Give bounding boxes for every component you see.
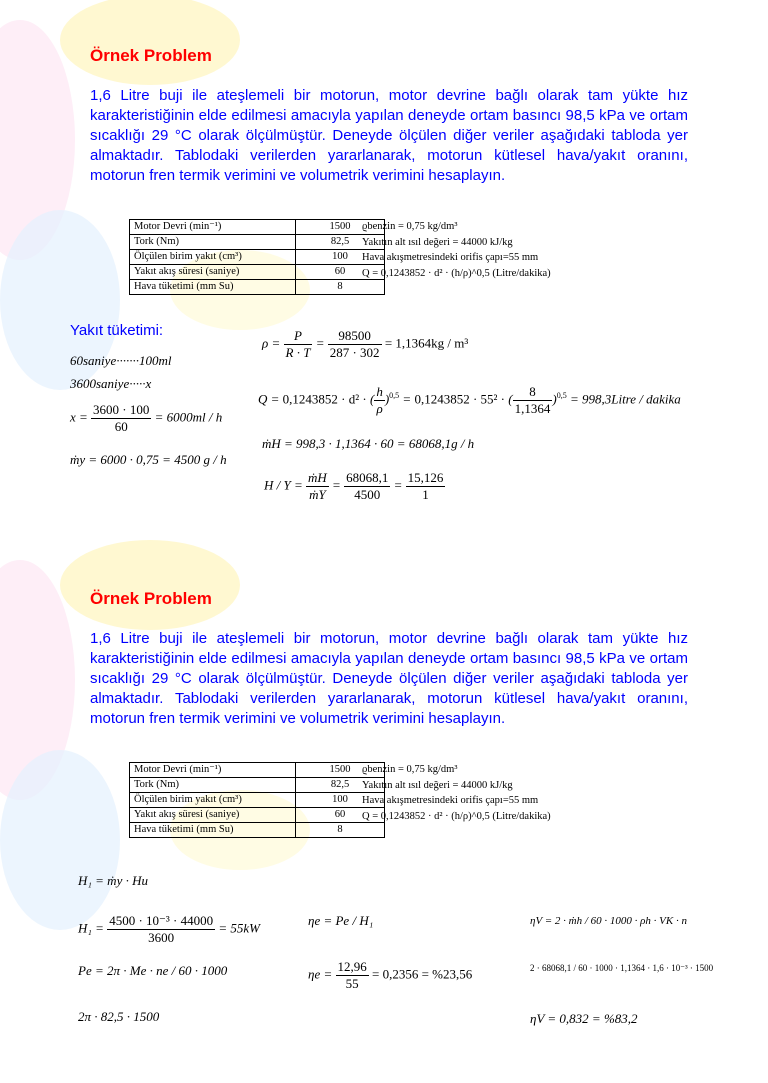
fuel-ratio-line1: 60saniye·······100ml <box>70 353 172 368</box>
measurement-table <box>129 219 385 295</box>
table-row: Yakıt akış süresi (saniye) 60 <box>130 265 385 280</box>
power-definition: Pe = 2π · Me · ne / 60 · 1000 <box>78 963 228 978</box>
table-row: Tork (Nm) 82,5 <box>130 778 385 793</box>
table-row: Hava tüketimi (mm Su) 8 <box>130 280 385 295</box>
given-values <box>362 762 692 824</box>
heat-input-result: = 55kW <box>218 920 260 936</box>
table-row: Motor Devri (min⁻¹) 1500 <box>130 763 385 778</box>
given-values <box>362 219 692 281</box>
air-flow-result: = 998,3Litre / dakika <box>569 391 681 407</box>
flow-formula: Q = 0,1243852 · d² · (h/ρ)^0,5 (Litre/dakika) <box>362 267 551 279</box>
heat-input-definition: H₁ = ṁy · Hu <box>78 873 148 888</box>
orifice-note: Hava akışmetresindeki orifis çapı=55 mm <box>362 795 539 806</box>
problem-title: Örnek Problem <box>90 589 212 608</box>
problem-description: 1,6 Litre buji ile ateşlemeli bir motorun, motor devrine bağlı olarak tam yükte hız karakteristiğinin elde edilmesi amacıyla yapılan deneyde ortam basıncı 98,5 kPa ve ortam sıcaklığı 29 °C olarak ölçülmüştür. Deneyde ölçülen diğer veriler aşağıdaki tabloda yer almaktadır. Tablodaki verilerden yararlanarak, motorun kütlesel hava/yakıt oranını, motorun fren termik verimini ve volumetrik verimini hesaplayın. <box>90 87 688 184</box>
slide-efficiency <box>0 543 768 1083</box>
slide-fuel-consumption <box>0 0 768 540</box>
thermal-efficiency-definition: ηe = Pe / H₁ <box>308 913 374 928</box>
table-row: Ölçülen birim yakıt (cm³) 100 <box>130 793 385 808</box>
air-density-result: = 1,1364kg / m³ <box>384 335 469 351</box>
measurement-table <box>129 762 385 838</box>
table-row: Motor Devri (min⁻¹) 1500 <box>130 220 385 235</box>
table-row: Yakıt akış süresi (saniye) 60 <box>130 808 385 823</box>
orifice-note: Hava akışmetresindeki orifis çapı=55 mm <box>362 252 539 263</box>
air-mass-flow: ṁH = 998,3 · 1,1364 · 60 = 68068,1g / h <box>262 436 475 451</box>
air-fuel-ratio: H / Y = $\frac{\text{ṁH}}{\text{ṁY}}$ = $\frac{68068,1}{4500}$ = $\frac{15,126}{1}$ <box>264 470 444 502</box>
volumetric-efficiency-result: ηV = 0,832 = %83,2 <box>530 1011 638 1026</box>
fuel-density-note: ϱbenzin = 0,75 kg/dm³ <box>362 221 458 232</box>
x-equation: x = $\frac{3600 \cdot 100}{60}$ = 6000ml / h <box>70 402 223 434</box>
air-flow-equation: Q = 0,1243852 · d² · ( $\frac{h}{\rho}$ )$^{0,5}$ = 0,1243852 · 55² · ( $\frac{8}{1,1364}$ )$^{0,5}$ = 998,3Litre / dakika <box>258 384 681 416</box>
thermal-efficiency-equation: ηe = $\frac{12,96}{55}$ = 0,2356 = %23,56 <box>308 959 473 991</box>
heat-input-equation: H₁ = $\frac{\text{4500 · 10⁻³ · 44000}}{3600}$ = 55kW <box>78 913 260 945</box>
fuel-ratio-line2: 3600saniye·····x <box>70 376 152 391</box>
fuel-consumption-heading: Yakıt tüketimi: <box>70 322 164 339</box>
heating-value-note: Yakıtın alt ısıl değeri = 44000 kJ/kg <box>362 779 513 791</box>
fuel-mass-flow: ṁy = 6000 · 0,75 = 4500 g / h <box>70 452 227 467</box>
thermal-efficiency-result: = 0,2356 = %23,56 <box>372 966 473 982</box>
table-row: Ölçülen birim yakıt (cm³) 100 <box>130 250 385 265</box>
flow-formula: Q = 0,1243852 · d² · (h/ρ)^0,5 (Litre/dakika) <box>362 810 551 822</box>
air-density-equation: ρ = $\frac{P}{R \cdot T}$ = $\frac{98500}{287 \cdot 302}$ = 1,1364kg / m³ <box>262 328 469 360</box>
x-result: = 6000ml / h <box>154 409 223 425</box>
problem-description: 1,6 Litre buji ile ateşlemeli bir motorun, motor devrine bağlı olarak tam yükte hız karakteristiğinin elde edilmesi amacıyla yapılan deneyde ortam basıncı 98,5 kPa ve ortam sıcaklığı 29 °C olarak ölçülmüştür. Deneyde ölçülen diğer veriler aşağıdaki tabloda yer almaktadır. Tablodaki verilerden yararlanarak, motorun kütlesel hava/yakıt oranını, motorun fren termik verimini ve volumetrik verimini hesaplayın. <box>90 630 688 727</box>
power-substitution: 2π · 82,5 · 1500 <box>78 1009 160 1024</box>
fuel-density-note: ϱbenzin = 0,75 kg/dm³ <box>362 764 458 775</box>
heating-value-note: Yakıtın alt ısıl değeri = 44000 kJ/kg <box>362 236 513 248</box>
volumetric-efficiency-definition: ηV = 2 · ṁh / 60 · 1000 · ρh · VK · n <box>530 915 687 927</box>
volumetric-efficiency-substitution: 2 · 68068,1 / 60 · 1000 · 1,1364 · 1,6 · 10⁻³ · 1500 <box>530 963 714 973</box>
table-row: Hava tüketimi (mm Su) 8 <box>130 823 385 838</box>
problem-title: Örnek Problem <box>90 46 212 65</box>
table-row: Tork (Nm) 82,5 <box>130 235 385 250</box>
